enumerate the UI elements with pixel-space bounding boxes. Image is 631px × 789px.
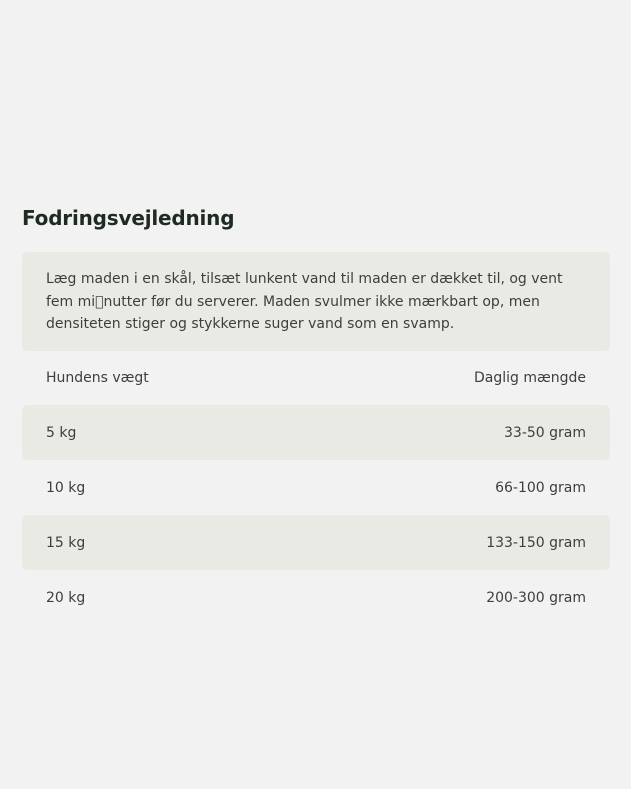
feeding-table [22, 351, 610, 625]
header-dog-weight: Hundens vægt [46, 370, 149, 386]
row-weight: 5 kg [46, 424, 77, 441]
intro-box [22, 252, 610, 351]
row-amount: 133-150 gram [486, 534, 586, 551]
row-amount: 66-100 gram [495, 479, 586, 496]
intro-text: Læg maden i en skål, tilsæt lunkent vand til maden er dækket til, og vent fem mi nutter før du serverer. Maden svulmer ikke mærkbart op, men densiteten stiger og stykkerne suger vand som en svamp. [46, 271, 563, 332]
table-row [22, 460, 610, 515]
table-row [22, 405, 610, 460]
feeding-guide-section [22, 204, 610, 625]
section-title: Fodringsvejledning [22, 206, 235, 230]
row-amount: 33-50 gram [504, 424, 586, 441]
row-weight: 10 kg [46, 479, 86, 496]
row-weight: 20 kg [46, 589, 86, 606]
row-weight: 15 kg [46, 534, 86, 551]
header-daily-amount: Daglig mængde [473, 370, 586, 386]
table-header-row [22, 351, 610, 405]
table-row [22, 515, 610, 570]
row-amount: 200-300 gram [486, 589, 586, 606]
table-row [22, 570, 610, 625]
